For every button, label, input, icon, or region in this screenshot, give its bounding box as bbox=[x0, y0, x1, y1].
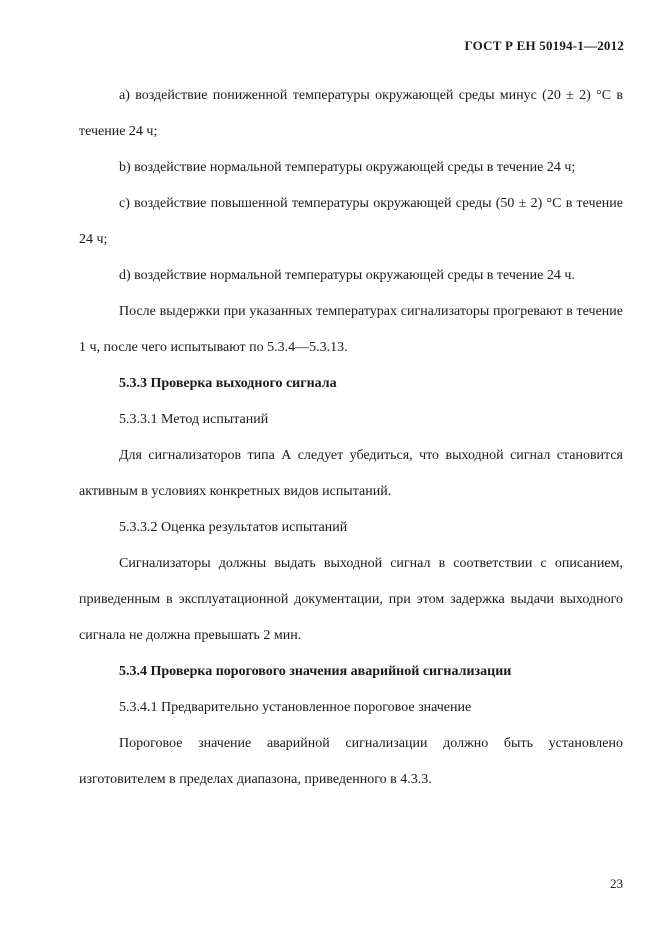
page-number: 23 bbox=[610, 876, 623, 891]
paragraph-output-signal: Сигнализаторы должны выдать выходной сигнал в соответствии с описанием, приведенным в эксплуатационной документации, при этом задержка выдачи выходного сигнала не должна превышать 2 мин. bbox=[79, 556, 623, 643]
paragraph-b: b) воздействие нормальной температуры окружающей среды в течение 24 ч; bbox=[119, 160, 576, 175]
section-heading-5-3-3: 5.3.3 Проверка выходного сигнала bbox=[119, 376, 337, 391]
body-text bbox=[79, 78, 623, 798]
paragraph-c: c) воздействие повышенной температуры окружающей среды (50 ± 2) °С в течение 24 ч; bbox=[79, 196, 623, 247]
paragraph-type-a: Для сигнализаторов типа А следует убедиться, что выходной сигнал становится активным в условиях конкретных видов испытаний. bbox=[79, 448, 623, 499]
section-heading-5-3-4: 5.3.4 Проверка порогового значения аварийной сигнализации bbox=[119, 664, 512, 679]
paragraph-d: d) воздействие нормальной температуры окружающей среды в течение 24 ч. bbox=[119, 268, 575, 283]
subsection-heading-5-3-4-1: 5.3.4.1 Предварительно установленное пороговое значение bbox=[119, 700, 472, 715]
subsection-heading-5-3-3-1: 5.3.3.1 Метод испытаний bbox=[119, 412, 269, 427]
paragraph-warmup: После выдержки при указанных температурах сигнализаторы прогревают в течение 1 ч, после чего испытывают по 5.3.4—5.3.13. bbox=[79, 304, 623, 355]
standard-header: ГОСТ Р ЕН 50194-1—2012 bbox=[464, 38, 624, 53]
paragraph-a: a) воздействие пониженной температуры окружающей среды минус (20 ± 2) °С в течение 24 ч; bbox=[79, 88, 623, 139]
paragraph-threshold: Пороговое значение аварийной сигнализации должно быть установлено изготовителем в пределах диапазона, приведенного в 4.3.3. bbox=[79, 736, 623, 787]
subsection-heading-5-3-3-2: 5.3.3.2 Оценка результатов испытаний bbox=[119, 520, 348, 535]
